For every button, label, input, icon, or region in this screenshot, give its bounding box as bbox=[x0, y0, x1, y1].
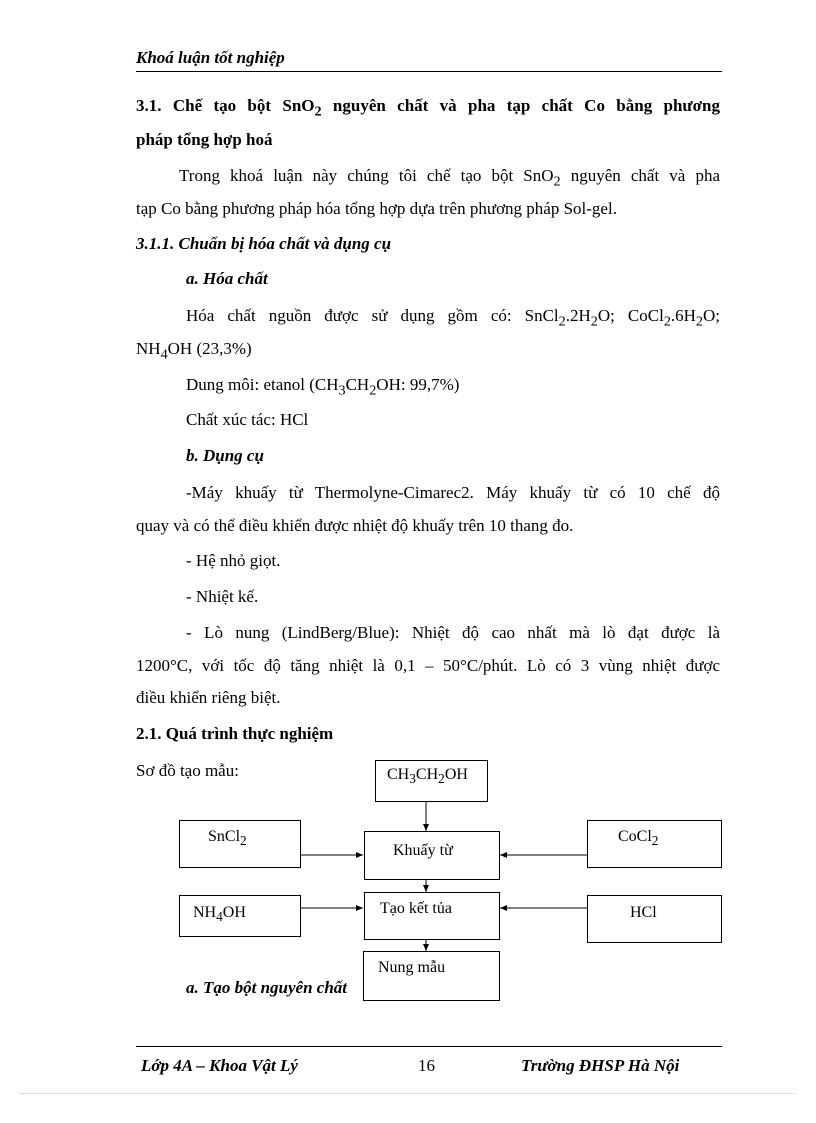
tool4-line3: điều khiển riêng biệt. bbox=[136, 688, 281, 707]
tool3-line: - Nhiệt kế. bbox=[186, 587, 259, 606]
box-nh4oh: $NH_4OH$ bbox=[179, 895, 301, 937]
subheading-chemicals: a. Hóa chất bbox=[186, 269, 268, 288]
box-stir: Khuấy từ bbox=[364, 831, 500, 880]
box-hcl: HCl bbox=[587, 895, 722, 943]
footer-right: Trường ĐHSP Hà Nội bbox=[521, 1056, 680, 1075]
chemicals-line1: Hóa chất nguồn được sử dụng gồm có: $SnCl_2.2H_2O$; $CoCl_2.6H_2O$; bbox=[186, 306, 720, 330]
section-2-1-heading: 2.1. Quá trình thực nghiệm bbox=[136, 724, 334, 743]
section-3-1-1-heading: 3.1.1. Chuẩn bị hóa chất và dụng cụ bbox=[136, 234, 392, 253]
tool1-line1: -Máy khuấy từ Thermolyne-Cimarec2. Máy khuấy từ có 10 chế độ bbox=[186, 483, 720, 502]
solvent-line: Dung môi: etanol ($CH_3CH_2OH$: 99,7%) bbox=[186, 375, 460, 399]
chemicals-line2: $NH_4OH$ (23,3%) bbox=[136, 339, 252, 363]
box-cocl2: CoCl$_2$ bbox=[587, 820, 722, 868]
diagram-label: Sơ đồ tạo mẫu: bbox=[136, 761, 239, 780]
page-number: 16 bbox=[418, 1056, 435, 1075]
subheading-pure-powder: a. Tạo bột nguyên chất bbox=[186, 978, 348, 997]
box-calcine: Nung mẫu bbox=[363, 951, 500, 1001]
subheading-tools: b. Dụng cụ bbox=[186, 446, 264, 465]
section-3-1-heading-line1: 3.1. Chế tạo bột SnO$_2$ nguyên chất và pha tạp chất Co bằng phương bbox=[136, 96, 721, 120]
page-bottom-border bbox=[20, 1093, 796, 1094]
box-sncl2: SnCl$_2$ bbox=[179, 820, 301, 868]
section-3-1-heading-line2: pháp tổng hợp hoá bbox=[136, 130, 273, 149]
box-precipitate: Tạo kết tủa bbox=[364, 892, 500, 940]
intro-line1: Trong khoá luận này chúng tôi chế tạo bột SnO$_2$ nguyên chất và pha bbox=[179, 166, 720, 190]
footer-left: Lớp 4A – Khoa Vật Lý bbox=[141, 1056, 298, 1075]
tool4-line1: - Lò nung (LindBerg/Blue): Nhiệt độ cao nhất mà lò đạt được là bbox=[186, 623, 720, 642]
tool1-line2: quay và có thể điều khiển được nhiệt độ khuấy trên 10 thang đo. bbox=[136, 516, 574, 535]
tool2-line: - Hệ nhỏ giọt. bbox=[186, 551, 281, 570]
box-ethanol: $CH_3CH_2OH$ bbox=[375, 760, 488, 802]
footer-rule bbox=[136, 1046, 722, 1047]
tool4-line2: 1200°C, với tốc độ tăng nhiệt là 0,1 – 50°C/phút. Lò có 3 vùng nhiệt được bbox=[136, 656, 720, 675]
catalyst-line: Chất xúc tác: HCl bbox=[186, 410, 309, 429]
running-header: Khoá luận tốt nghiệp bbox=[136, 48, 285, 67]
intro-line2: tạp Co bằng phương pháp hóa tổng hợp dựa trên phương pháp Sol-gel. bbox=[136, 199, 617, 218]
